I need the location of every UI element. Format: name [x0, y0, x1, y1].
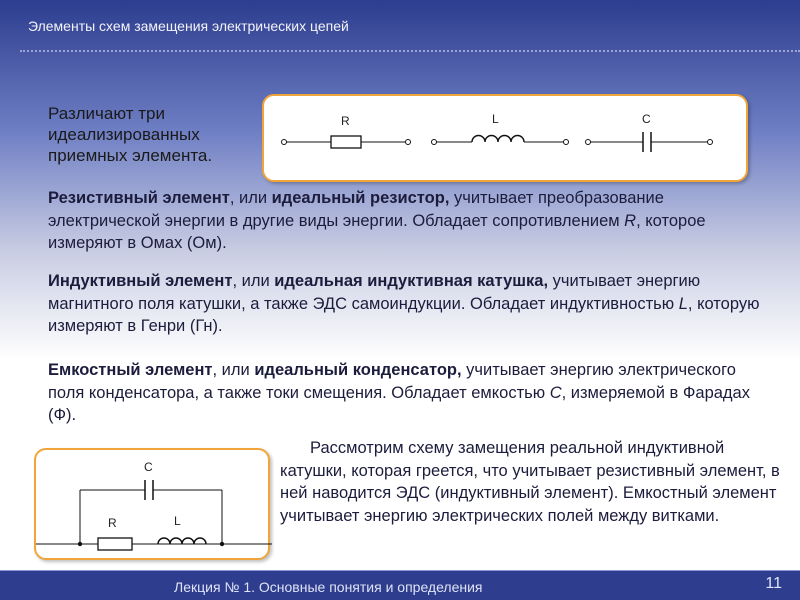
- elements-diagram: [262, 94, 748, 182]
- terminal-node: [406, 140, 411, 145]
- bottom-inductor-label: L: [174, 514, 181, 528]
- resistance-symbol: R: [624, 211, 637, 230]
- resistive-paragraph: Резистивный элемент, или идеальный резистор, учитывает преобразование электрической энергии в другие виды энергии. Обладает сопротивлением R, которое измеряют в Омах (Ом).: [48, 189, 706, 252]
- summary-text: Рассмотрим схему замещения реальной индуктивной катушки, которая греется, что учитывает резистивный элемент, в ней наводится ЭДС (индуктивный элемент). Емкостный элемент учитывает энергию электрических полей между витками.: [274, 437, 794, 527]
- junction-node: [78, 542, 82, 546]
- terminal-node: [586, 140, 591, 145]
- inductive-ideal: идеальная индуктивная катушка,: [274, 272, 549, 290]
- inductive-paragraph: Индуктивный элемент, или идеальная индуктивная катушка, учитывает энергию магнитного поля катушки, а также ЭДС самоиндукции. Обладает индуктивностью L, которую измеряют в Генри (Гн).: [48, 272, 760, 335]
- terminal-node: [708, 140, 713, 145]
- bottom-resistor-label: R: [108, 516, 117, 530]
- inductor-label: L: [492, 112, 499, 126]
- footer-bar: [0, 570, 800, 600]
- slide-title: Элементы схем замещения электрических цепей: [28, 18, 349, 34]
- junction-node: [220, 542, 224, 546]
- capacitive-term: Емкостный элемент: [48, 361, 213, 379]
- capacitive-paragraph: Емкостный элемент, или идеальный конденсатор, учитывает энергию электрического поля конденсатора, а также токи смещения. Обладает емкостью С, измеряемой в Фарадах (Ф).: [48, 361, 750, 424]
- capacitor-label: C: [642, 112, 651, 126]
- capacitive-ideal: идеальный конденсатор,: [254, 361, 462, 379]
- resistive-ideal: идеальный резистор,: [271, 189, 450, 207]
- inductive-term: Индуктивный элемент: [48, 272, 233, 290]
- resistor-label: R: [341, 114, 350, 128]
- terminal-node: [282, 140, 287, 145]
- capacitance-symbol: С: [549, 383, 562, 402]
- bottom-capacitor-label: С: [144, 460, 153, 474]
- coil-equivalent-diagram: [34, 448, 270, 560]
- lecture-title: Лекция № 1. Основные понятия и определения: [174, 579, 483, 595]
- intro-text: Различают три идеализированных приемных элемента.: [48, 104, 213, 165]
- page-number: 11: [765, 575, 782, 592]
- title-divider: [20, 50, 800, 52]
- resistive-term: Резистивный элемент: [48, 189, 230, 207]
- terminal-node: [432, 140, 437, 145]
- inductance-symbol: L: [678, 294, 688, 313]
- terminal-node: [564, 140, 569, 145]
